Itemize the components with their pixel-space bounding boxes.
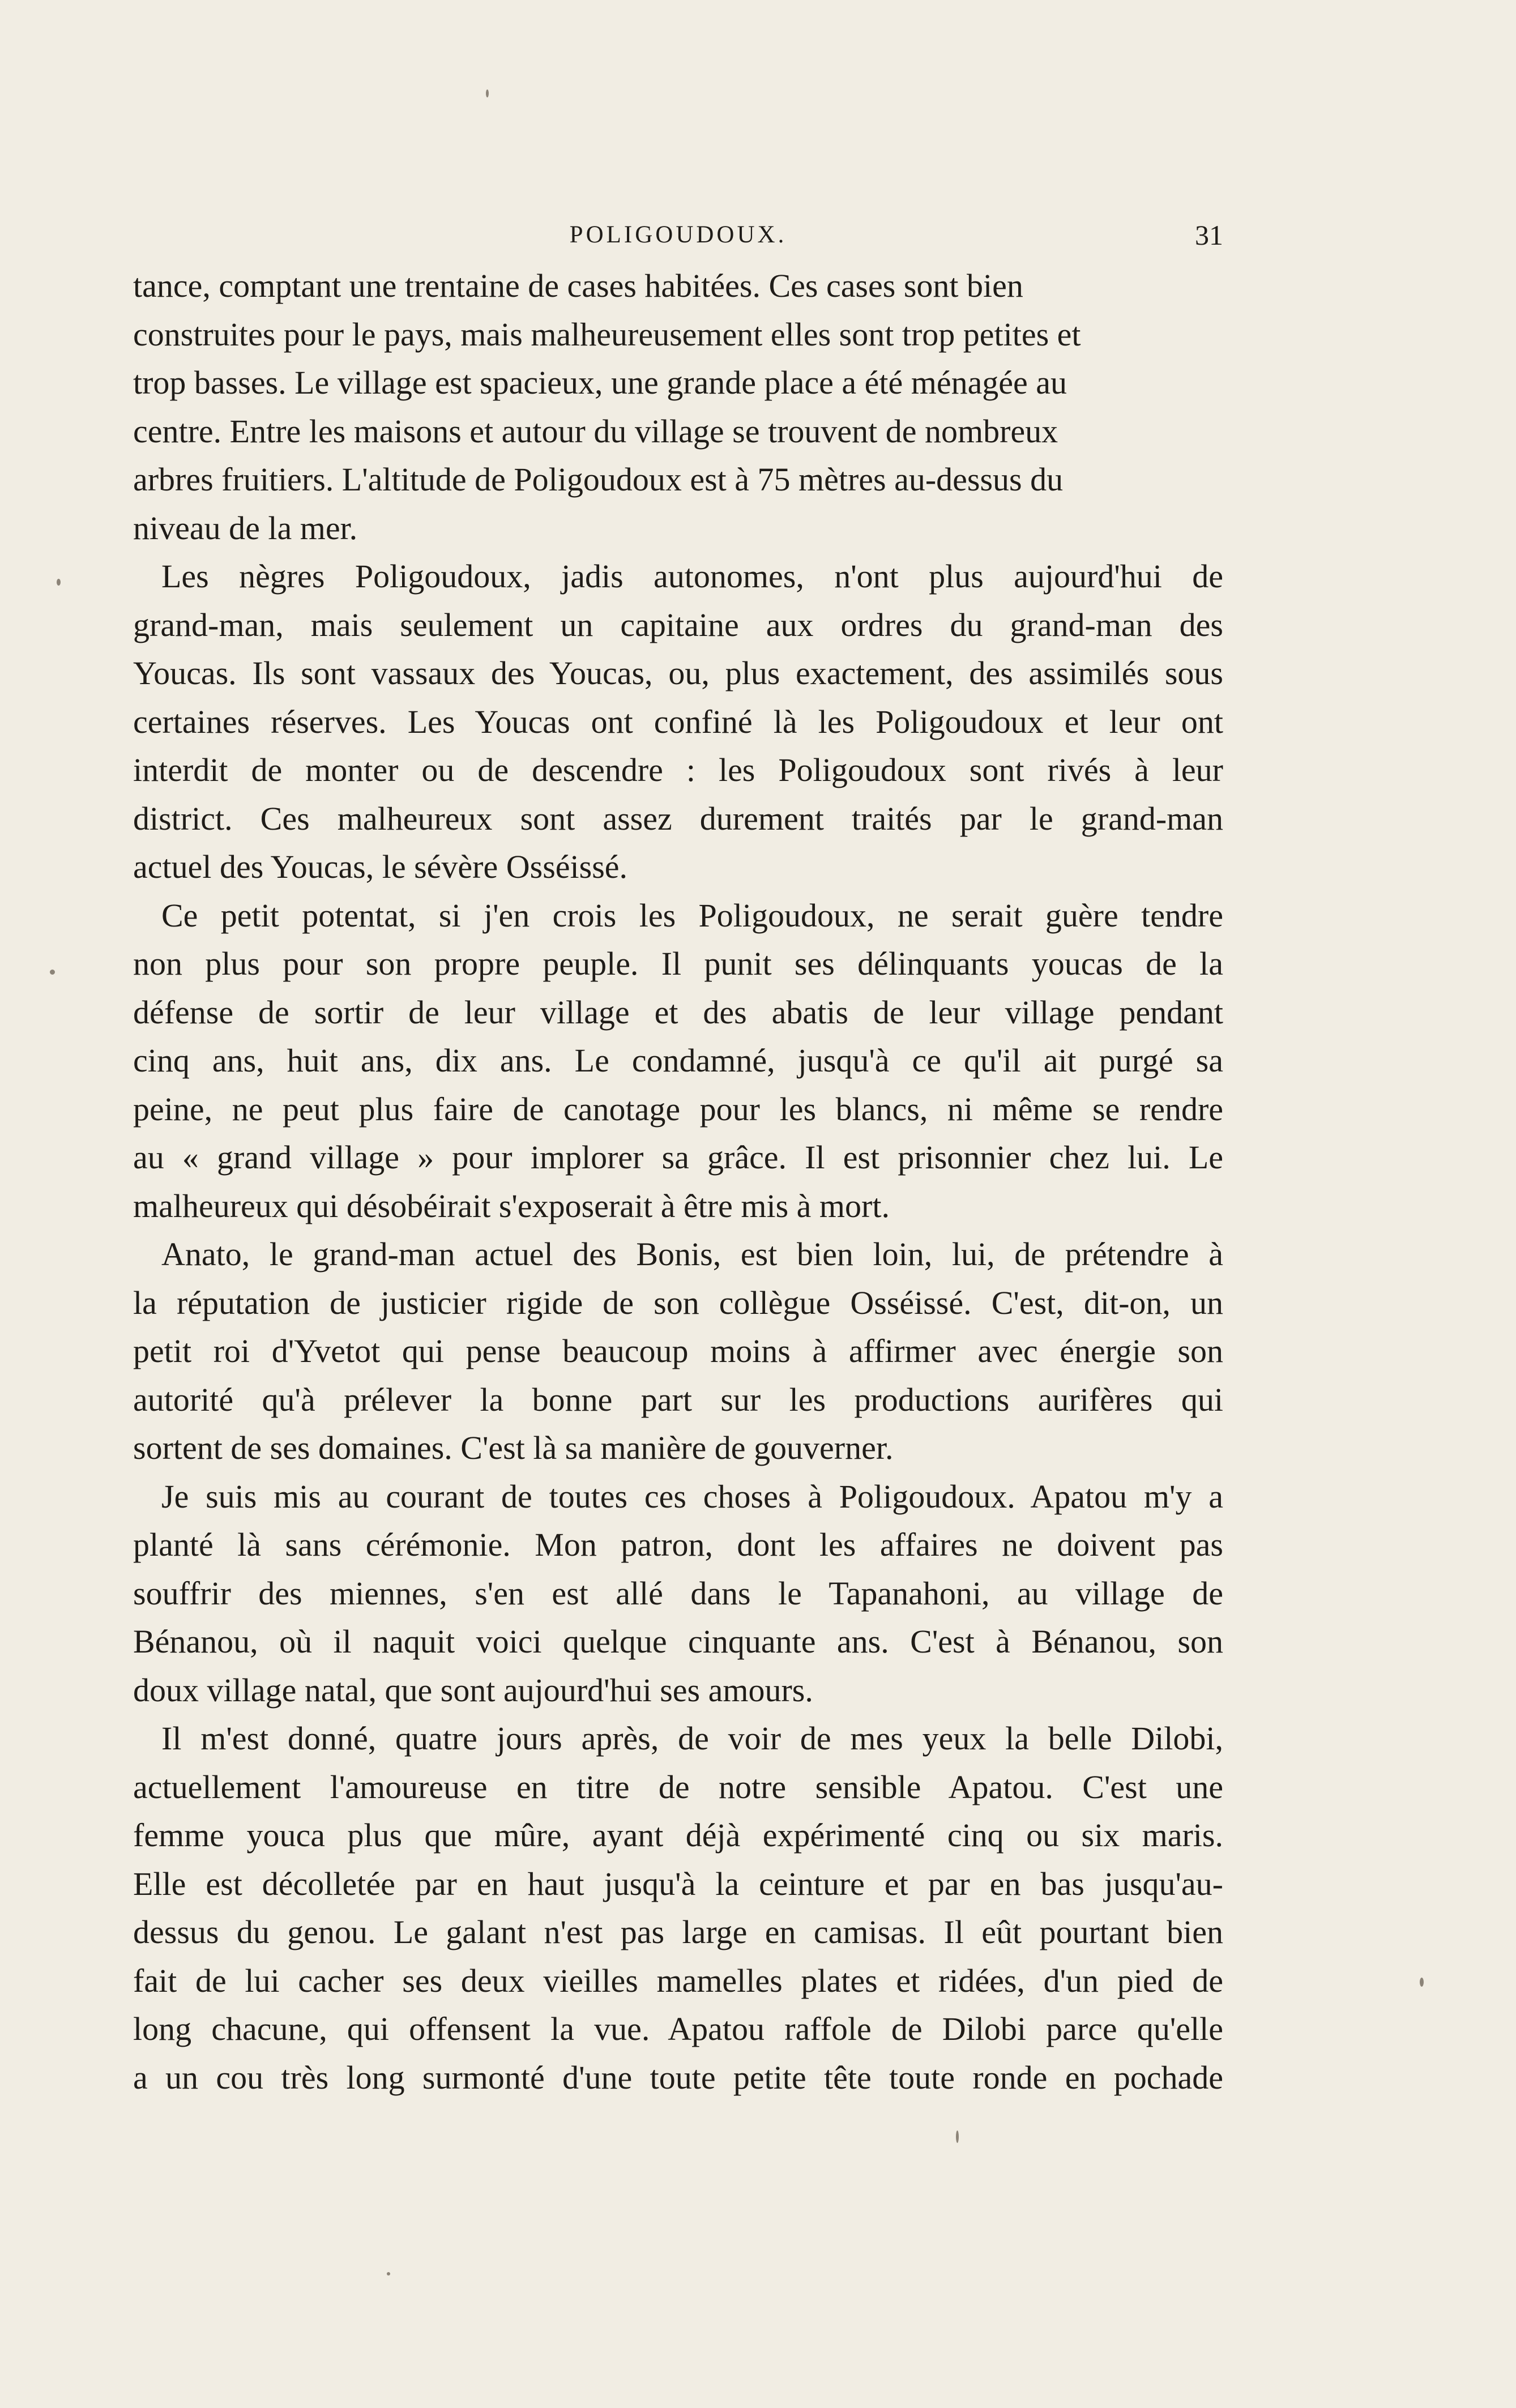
text-line: long chacune, qui offensent la vue. Apatou raffole de Dilobi parce qu'elle bbox=[133, 2010, 1223, 2047]
text-line: dessus du genou. Le galant n'est pas large en camisas. Il eût pourtant bien bbox=[133, 1914, 1223, 1950]
scan-speck bbox=[57, 579, 61, 586]
scan-speck bbox=[1420, 1978, 1424, 1987]
text-line: actuel des Youcas, le sévère Osséissé. bbox=[133, 848, 628, 885]
page-number: 31 bbox=[1195, 219, 1223, 251]
text-line: Anato, le grand-man actuel des Bonis, est bien loin, lui, de prétendre à bbox=[161, 1236, 1223, 1273]
text-line: niveau de la mer. bbox=[133, 509, 358, 547]
text-line: la réputation de justicier rigide de son collègue Osséissé. C'est, dit-on, un bbox=[133, 1284, 1223, 1321]
paragraph bbox=[133, 891, 1223, 1231]
text-line: femme youca plus que mûre, ayant déjà expérimenté cinq ou six maris. bbox=[133, 1817, 1223, 1854]
text-line: malheureux qui désobéirait s'exposerait à être mis à mort. bbox=[133, 1187, 890, 1224]
text-line: grand-man, mais seulement un capitaine aux ordres du grand-man des bbox=[133, 606, 1223, 643]
text-line: a un cou très long surmonté d'une toute petite tête toute ronde en pochade bbox=[133, 2059, 1223, 2096]
text-line: peine, ne peut plus faire de canotage pour les blancs, ni même se rendre bbox=[133, 1090, 1223, 1128]
text-line: Je suis mis au courant de toutes ces choses à Poligoudoux. Apatou m'y a bbox=[161, 1478, 1223, 1515]
text-line: arbres fruitiers. L'altitude de Poligoudoux est à 75 mètres au-dessus du bbox=[133, 461, 1064, 498]
text-line: fait de lui cacher ses deux vieilles mamelles plates et ridées, d'un pied de bbox=[133, 1962, 1223, 1999]
text-line: Ce petit potentat, si j'en crois les Poligoudoux, ne serait guère tendre bbox=[161, 896, 1223, 934]
text-line: interdit de monter ou de descendre : les Poligoudoux sont rivés à leur bbox=[133, 752, 1223, 788]
paragraph bbox=[133, 1714, 1223, 2102]
running-head bbox=[133, 212, 1223, 258]
text-line: certaines réserves. Les Youcas ont confiné là les Poligoudoux et leur ont bbox=[133, 703, 1223, 740]
text-line: petit roi d'Yvetot qui pense beaucoup moins à affirmer avec énergie son bbox=[133, 1333, 1223, 1369]
scan-speck bbox=[387, 2272, 390, 2275]
text-line: sortent de ses domaines. C'est là sa manière de gouverner. bbox=[133, 1429, 894, 1466]
text-line: trop basses. Le village est spacieux, une grande place a été ménagée au bbox=[133, 364, 1067, 401]
text-line: Bénanou, où il naquit voici quelque cinquante ans. C'est à Bénanou, son bbox=[133, 1623, 1223, 1660]
paragraph bbox=[133, 1472, 1223, 1715]
text-line: Il m'est donné, quatre jours après, de voir de mes yeux la belle Dilobi, bbox=[161, 1720, 1223, 1757]
text-line: construites pour le pays, mais malheureusement elles sont trop petites et bbox=[133, 315, 1081, 353]
body-text bbox=[133, 262, 1223, 2102]
text-line: district. Ces malheureux sont assez durement traités par le grand-man bbox=[133, 800, 1223, 837]
running-title: POLIGOUDOUX. bbox=[569, 221, 787, 248]
paragraph bbox=[133, 552, 1223, 891]
scan-speck bbox=[50, 970, 55, 975]
text-line: souffrir des miennes, s'en est allé dans le Tapanahoni, au village de bbox=[133, 1574, 1223, 1612]
text-line: doux village natal, que sont aujourd'hui ses amours. bbox=[133, 1671, 813, 1709]
scan-speck bbox=[956, 2131, 959, 2143]
text-line: Elle est décolletée par en haut jusqu'à la ceinture et par en bas jusqu'au- bbox=[133, 1865, 1223, 1902]
text-line: autorité qu'à prélever la bonne part sur les productions aurifères qui bbox=[133, 1381, 1223, 1418]
text-line: Les nègres Poligoudoux, jadis autonomes, n'ont plus aujourd'hui de bbox=[161, 558, 1223, 595]
paragraph bbox=[133, 1230, 1223, 1472]
text-line: cinq ans, huit ans, dix ans. Le condamné, jusqu'à ce qu'il ait purgé sa bbox=[133, 1042, 1223, 1079]
text-line: planté là sans cérémonie. Mon patron, dont les affaires ne doivent pas bbox=[133, 1526, 1223, 1563]
text-line: actuellement l'amoureuse en titre de notre sensible Apatou. C'est une bbox=[133, 1768, 1223, 1805]
text-line: Youcas. Ils sont vassaux des Youcas, ou, plus exactement, des assimilés sous bbox=[133, 655, 1223, 691]
scan-speck bbox=[486, 89, 489, 97]
text-line: centre. Entre les maisons et autour du village se trouvent de nombreux bbox=[133, 412, 1058, 450]
text-line: défense de sortir de leur village et des abatis de leur village pendant bbox=[133, 993, 1223, 1031]
text-line: au « grand village » pour implorer sa grâce. Il est prisonnier chez lui. Le bbox=[133, 1139, 1223, 1176]
text-line: non plus pour son propre peuple. Il punit ses délinquants youcas de la bbox=[133, 945, 1223, 982]
paragraph bbox=[133, 262, 1223, 552]
text-line: tance, comptant une trentaine de cases habitées. Ces cases sont bien bbox=[133, 267, 1023, 304]
